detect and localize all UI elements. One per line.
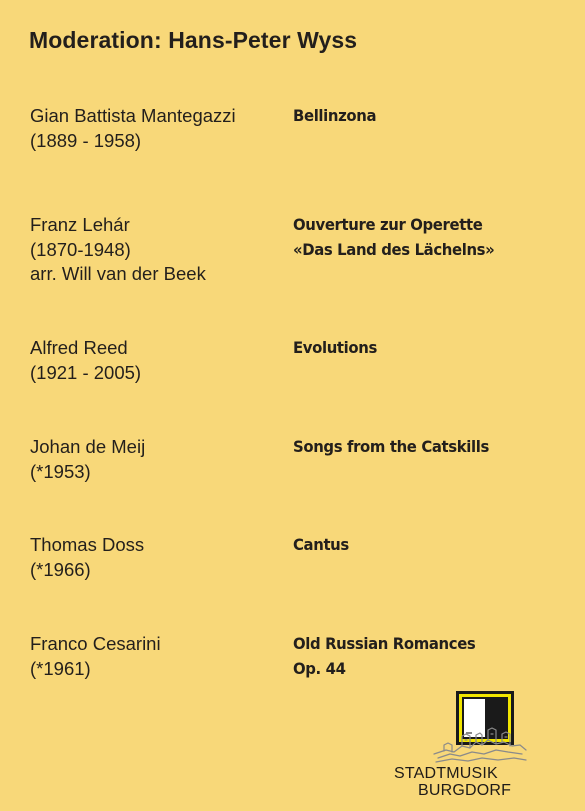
composer: [30, 435, 145, 484]
work-title: [293, 632, 475, 681]
moderation-title: Moderation: Hans-Peter Wyss: [29, 27, 358, 53]
work-title-line: Ouverture zur Operette: [293, 215, 483, 234]
composer: [30, 104, 236, 153]
work-title-line: «Das Land des Lächelns»: [293, 239, 495, 259]
work-title-line: Bellinzona: [293, 106, 377, 125]
logo-wordmark: [386, 765, 536, 799]
composer-dates: (*1953): [30, 460, 91, 482]
work-title: [293, 336, 377, 361]
work-title: [293, 533, 349, 558]
composer: [30, 336, 141, 385]
composer: [30, 213, 206, 287]
burgdorf-castle-shield-icon: [432, 688, 528, 766]
work-title-line: Old Russian Romances: [293, 634, 476, 653]
composer-name: Franco Cesarini: [30, 633, 161, 654]
logo-line-1: STADTMUSIK: [394, 765, 498, 782]
stadtmusik-burgdorf-logo: [386, 688, 576, 806]
composer: [30, 632, 161, 681]
composer-name: Johan de Meij: [30, 436, 146, 457]
composer-name: Thomas Doss: [30, 534, 145, 555]
composer-dates: (1870-1948): [30, 238, 131, 260]
composer-arranger: arr. Will van der Beek: [30, 263, 206, 284]
work-title: [293, 213, 494, 262]
work-title: [293, 104, 376, 129]
composer-dates: (*1961): [30, 657, 91, 679]
composer-name: Alfred Reed: [30, 337, 128, 358]
composer-dates: (1889 - 1958): [30, 129, 142, 151]
logo-line-2: BURGDORF: [418, 782, 512, 799]
work-title-line: Op. 44: [293, 658, 346, 678]
work-title: [293, 435, 489, 460]
work-title-line: Cantus: [293, 535, 349, 554]
work-title-line: Songs from the Catskills: [293, 437, 489, 456]
composer-name: Franz Lehár: [30, 214, 130, 235]
composer-dates: (1921 - 2005): [30, 361, 142, 383]
composer-dates: (*1966): [30, 558, 91, 580]
composer: [30, 533, 144, 582]
composer-name: Gian Battista Mantegazzi: [30, 105, 236, 126]
work-title-line: Evolutions: [293, 338, 377, 357]
